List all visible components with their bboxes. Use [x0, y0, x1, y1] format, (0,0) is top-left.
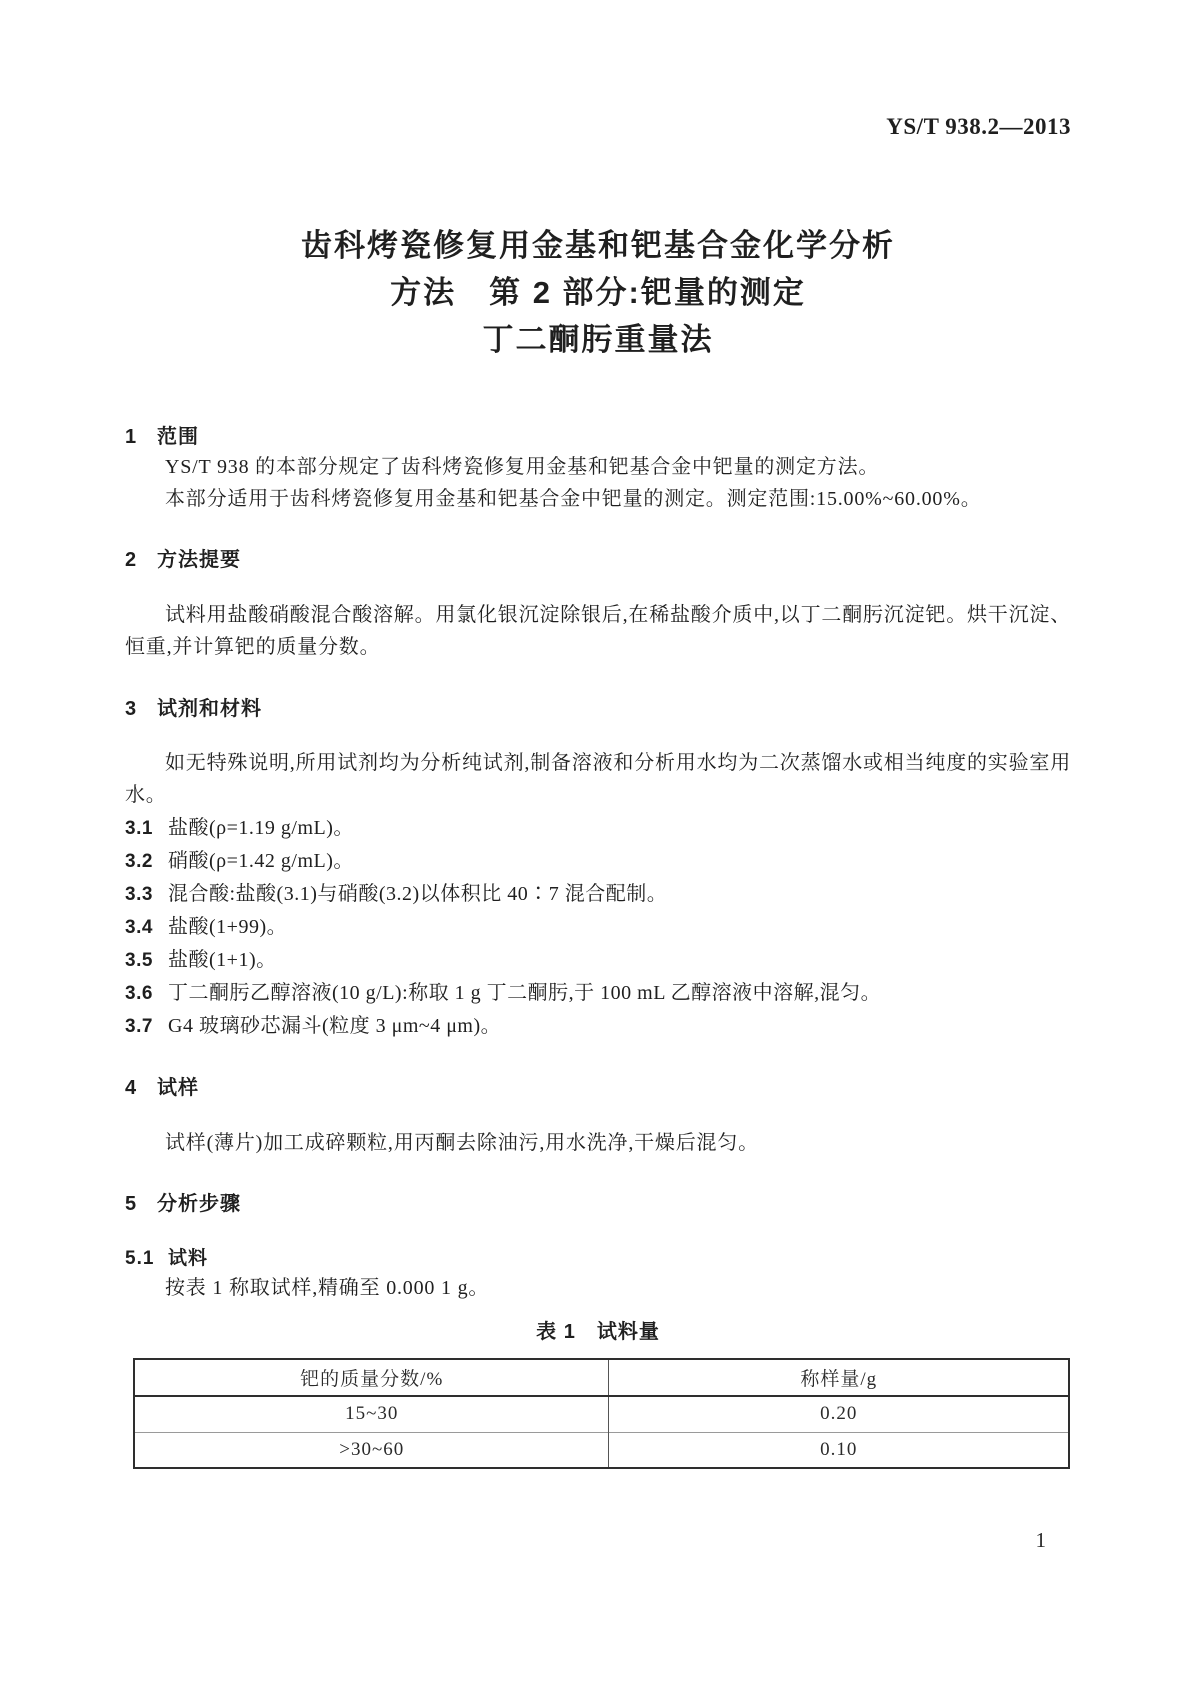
section-title: 试剂和材料 — [157, 698, 262, 720]
clause-3-3 — [125, 878, 1071, 911]
procedure-paragraph-1: 按表 1 称取试样,精确至 0.000 1 g。 — [165, 1277, 490, 1299]
section-title: 范围 — [157, 426, 199, 448]
document-title — [125, 222, 1071, 363]
section-number: 4 — [125, 1077, 138, 1099]
title-line-1: 齿科烤瓷修复用金基和钯基合金化学分析 — [301, 228, 895, 263]
subsection-title: 试料 — [168, 1248, 209, 1269]
clause-number: 3.7 — [125, 1016, 153, 1037]
clause-number: 3.6 — [125, 983, 153, 1004]
clause-number: 3.2 — [125, 851, 153, 872]
section-title: 方法提要 — [157, 549, 241, 571]
table-row — [134, 1432, 1069, 1468]
table-row — [134, 1396, 1069, 1432]
section-title: 试样 — [157, 1077, 199, 1099]
cell-sample-weight: 0.10 — [609, 1432, 1069, 1468]
section-reagents — [125, 695, 1071, 1043]
clause-3-6 — [125, 977, 1071, 1010]
page-content — [125, 0, 1071, 1469]
clause-text: 混合酸:盐酸(3.1)与硝酸(3.2)以体积比 40∶7 混合配制。 — [168, 883, 668, 905]
scope-paragraph-1: YS/T 938 的本部分规定了齿科烤瓷修复用金基和钯基合金中钯量的测定方法。 — [165, 456, 880, 478]
section-scope — [125, 423, 1071, 515]
clause-3-5 — [125, 944, 1071, 977]
section-sample — [125, 1074, 1071, 1159]
clause-number: 3.5 — [125, 950, 153, 971]
section-scope-heading — [125, 423, 1071, 451]
clause-text: 丁二酮肟乙醇溶液(10 g/L):称取 1 g 丁二酮肟,于 100 mL 乙醇溶液中溶解,混匀。 — [168, 982, 882, 1004]
section-number: 3 — [125, 698, 138, 720]
section-method-summary — [125, 546, 1071, 663]
clause-text: 盐酸(1+1)。 — [168, 949, 277, 971]
reagent-clause-list — [125, 812, 1071, 1043]
section-sample-heading — [125, 1074, 1071, 1102]
section-title: 分析步骤 — [157, 1193, 241, 1215]
subsection-number: 5.1 — [125, 1248, 155, 1269]
standard-code: YS/T 938.2—2013 — [886, 114, 1071, 139]
section-summary-heading — [125, 546, 1071, 574]
scope-paragraph-2: 本部分适用于齿科烤瓷修复用金基和钯基合金中钯量的测定。测定范围:15.00%~60.00%。 — [165, 488, 982, 510]
clause-number: 3.1 — [125, 818, 153, 839]
section-number: 2 — [125, 549, 138, 571]
clause-number: 3.3 — [125, 884, 153, 905]
clause-3-7 — [125, 1010, 1071, 1043]
clause-3-4 — [125, 911, 1071, 944]
section-number: 5 — [125, 1193, 138, 1215]
section-procedure — [125, 1190, 1071, 1304]
sample-paragraph-1: 试样(薄片)加工成碎颗粒,用丙酮去除油污,用水洗净,干燥后混匀。 — [165, 1132, 759, 1154]
reagents-intro-paragraph: 如无特殊说明,所用试剂均为分析纯试剂,制备溶液和分析用水均为二次蒸馏水或相当纯度的实验室用水。 — [125, 752, 1071, 806]
clause-3-2 — [125, 845, 1071, 878]
summary-paragraph-1: 试料用盐酸硝酸混合酸溶解。用氯化银沉淀除银后,在稀盐酸介质中,以丁二酮肟沉淀钯。烘干沉淀、恒重,并计算钯的质量分数。 — [125, 604, 1071, 658]
subsection-5-1-heading — [125, 1246, 1071, 1272]
clause-text: G4 玻璃砂芯漏斗(粒度 3 μm~4 μm)。 — [168, 1015, 502, 1037]
column-header-pd-mass-fraction: 钯的质量分数/% — [134, 1359, 609, 1396]
cell-mass-fraction: >30~60 — [134, 1432, 609, 1468]
clause-3-1 — [125, 812, 1071, 845]
section-procedure-heading — [125, 1190, 1071, 1218]
clause-number: 3.4 — [125, 917, 153, 938]
cell-sample-weight: 0.20 — [820, 1403, 858, 1425]
section-reagents-heading — [125, 695, 1071, 723]
table-1 — [133, 1358, 1070, 1469]
column-header-sample-weight: 称样量/g — [609, 1359, 1069, 1396]
section-number: 1 — [125, 426, 138, 448]
clause-text: 硝酸(ρ=1.42 g/mL)。 — [168, 850, 354, 872]
table-header-row — [134, 1359, 1069, 1396]
page-number: 1 — [1035, 1528, 1046, 1552]
title-line-3: 丁二酮肟重量法 — [482, 322, 714, 357]
table-1-caption: 表 1 试料量 — [536, 1321, 660, 1343]
clause-text: 盐酸(ρ=1.19 g/mL)。 — [168, 817, 354, 839]
cell-mass-fraction: 15~30 — [134, 1396, 609, 1432]
clause-text: 盐酸(1+99)。 — [168, 916, 288, 938]
title-line-2: 方法 第 2 部分:钯量的测定 — [390, 275, 806, 310]
